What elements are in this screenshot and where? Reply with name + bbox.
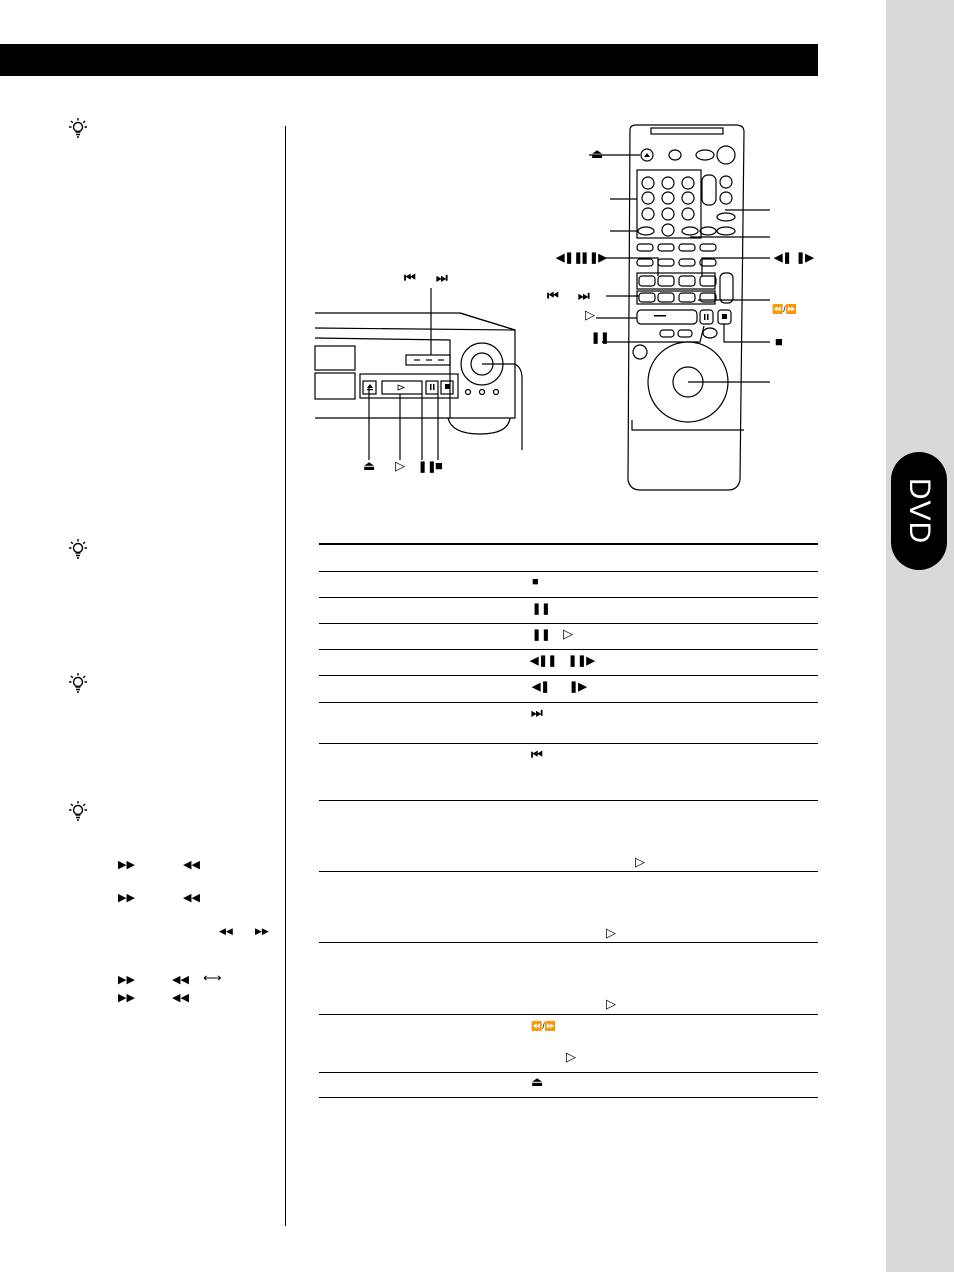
tip-lightbulb-icon	[68, 538, 88, 560]
tip-lightbulb-icon	[68, 672, 88, 694]
pause-icon: ❚❚	[532, 603, 551, 615]
table-row-rule	[319, 1014, 818, 1015]
table-row-rule	[319, 675, 818, 676]
table-top-rule	[319, 543, 818, 545]
scan-icon: ⏪/⏩	[531, 1021, 556, 1031]
rew-small-icon: ◀◀	[219, 926, 233, 936]
table-row-rule	[319, 623, 818, 624]
prev-icon: ⏮	[531, 747, 543, 762]
dvd-tab-badge	[891, 452, 947, 570]
tip-lightbulb-icon	[68, 117, 88, 139]
player-illustration	[310, 268, 535, 478]
slow-rev-icon: ◀❚❚	[530, 655, 557, 667]
play-icon: ▷	[566, 1049, 576, 1064]
play-icon: ▷	[585, 307, 595, 322]
column-divider	[285, 126, 286, 1226]
fwd-small-icon: ▶▶	[255, 926, 269, 936]
table-row-rule	[319, 571, 818, 572]
header-bar	[0, 44, 818, 76]
slow-fwd-icon: ❚❚▶	[580, 252, 607, 264]
side-tab	[886, 0, 954, 1272]
fwd-icon: ▶▶	[118, 974, 135, 986]
step-rev-icon: ◀❚	[532, 681, 550, 693]
slow-rev-icon: ◀❚❚	[556, 252, 583, 264]
fwd-icon: ▶▶	[118, 992, 135, 1004]
fwd-icon: ▶▶	[118, 892, 135, 904]
stop-icon: ■	[775, 334, 783, 349]
arrow-left-right-icon: ⟷	[203, 970, 222, 985]
play-icon: ▷	[395, 458, 405, 473]
table-row-rule	[319, 871, 818, 872]
pause-icon: ❚❚	[591, 332, 610, 344]
table-bottom-rule	[319, 1097, 818, 1098]
table-row-rule	[319, 942, 818, 943]
eject-icon: ⏏	[531, 1074, 544, 1089]
table-row-rule	[319, 743, 818, 744]
play-icon: ▷	[606, 925, 616, 940]
eject-icon: ⏏	[363, 458, 376, 473]
stop-icon: ■	[532, 576, 539, 588]
scan-icon: ⏪/⏩	[772, 304, 797, 314]
table-row-rule	[319, 1072, 818, 1073]
next-icon: ⏭	[531, 705, 543, 720]
pause-icon: ❚❚	[418, 461, 437, 473]
table-row-rule	[319, 800, 818, 801]
rew-icon: ◀◀	[183, 892, 200, 904]
next-icon: ⏭	[436, 270, 448, 285]
prev-icon: ⏮	[547, 288, 559, 303]
next-icon: ⏭	[578, 288, 590, 303]
table-row-rule	[319, 649, 818, 650]
eject-icon: ⏏	[591, 146, 604, 161]
rew-icon: ◀◀	[183, 859, 200, 871]
slow-fwd-icon: ❚❚▶	[568, 655, 595, 667]
fwd-icon: ▶▶	[118, 859, 135, 871]
play-icon: ▷	[606, 996, 616, 1011]
table-row-rule	[319, 597, 818, 598]
play-icon: ▷	[563, 626, 573, 641]
play-icon: ▷	[635, 854, 645, 869]
table-row-rule	[319, 702, 818, 703]
pause-icon: ❚❚	[532, 629, 551, 641]
step-rev-icon: ◀❚	[774, 252, 792, 264]
rew-icon: ◀◀	[172, 974, 189, 986]
step-fwd-icon: ❚▶	[796, 252, 814, 264]
step-fwd-icon: ❚▶	[569, 681, 587, 693]
dvd-tab-label: DVD	[903, 477, 936, 545]
rew-icon: ◀◀	[172, 992, 189, 1004]
prev-icon: ⏮	[404, 270, 416, 285]
stop-icon: ■	[435, 458, 443, 473]
tip-lightbulb-icon	[68, 800, 88, 822]
